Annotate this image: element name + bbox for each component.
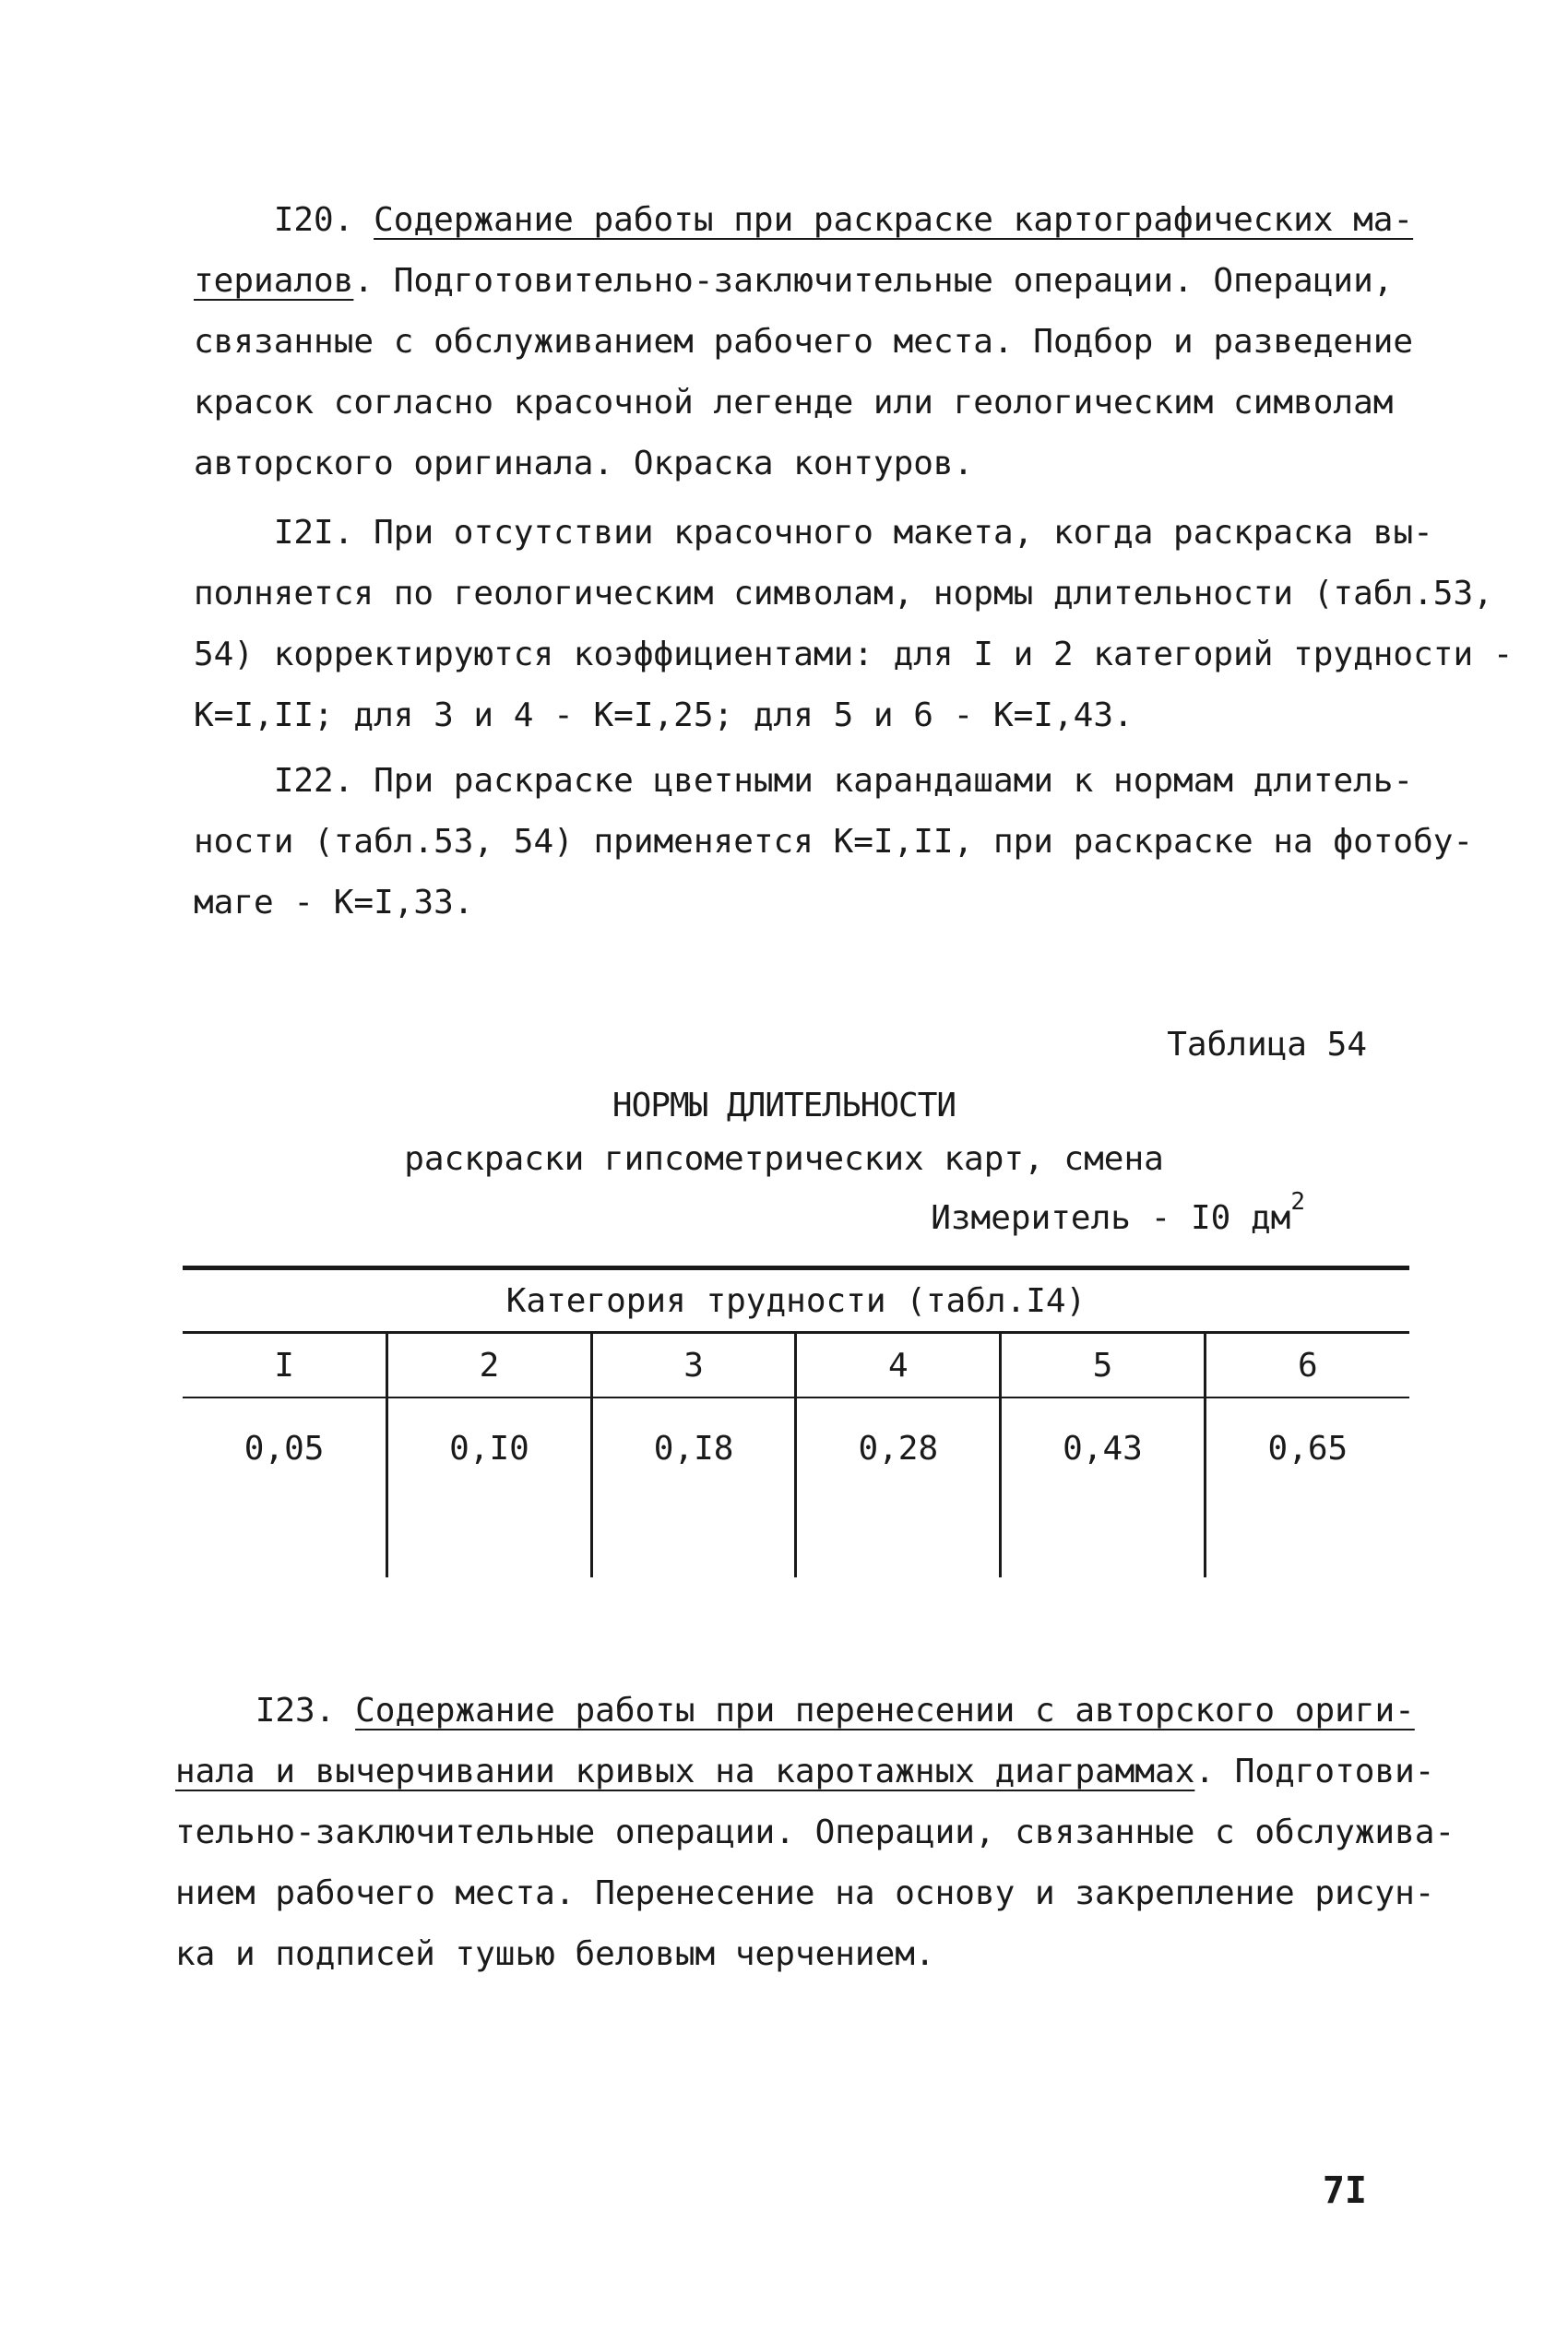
text-line: нием рабочего места. Перенесение на основу и закрепление рисун- <box>175 1874 1435 1912</box>
table-cell: 0,65 <box>1205 1397 1409 1577</box>
paragraph-number: I20. <box>273 201 354 239</box>
text-line: тельно-заключительные операции. Операции, связанные с обслужива- <box>175 1814 1455 1851</box>
paragraph-number: I23. <box>255 1692 336 1730</box>
column-header: 3 <box>591 1333 796 1398</box>
unit-superscript: 2 <box>1290 1188 1305 1216</box>
underlined-heading: Содержание работы при перенесении с авторского ориги- <box>355 1692 1415 1730</box>
paragraph-121 <box>194 503 1514 746</box>
table-cell: 0,28 <box>796 1397 1001 1577</box>
table-subtitle: раскраски гипсометрических карт, смена <box>404 1140 1164 1178</box>
paragraph-122 <box>194 751 1474 934</box>
text-line: авторского оригинала. Окраска контуров. <box>194 445 974 482</box>
table-cell: 0,43 <box>1001 1397 1206 1577</box>
line-text: При отсутствии красочного макета, когда раскраска вы- <box>374 514 1433 552</box>
text-line: К=I,II; для 3 и 4 - К=I,25; для 5 и 6 - К=I,43. <box>194 696 1134 734</box>
table-title: НОРМЫ ДЛИТЕЛЬНОСТИ <box>612 1087 956 1124</box>
table-column-row <box>183 1333 1409 1398</box>
text-line: 54) корректируются коэффициентами: для I и 2 категорий трудности - <box>194 636 1514 673</box>
text-line: ности (табл.53, 54) применяется К=I,II, при раскраске на фотобу- <box>194 823 1474 861</box>
paragraph-number: I2I. <box>273 514 354 552</box>
text-line: маге - К=I,33. <box>194 884 474 922</box>
text-line <box>175 1742 1435 1802</box>
underlined-heading: Содержание работы при раскраске картографических ма- <box>374 201 1414 239</box>
text-line <box>194 503 1433 564</box>
table-header: Категория трудности (табл.I4) <box>183 1268 1409 1333</box>
column-header: 5 <box>1001 1333 1206 1398</box>
table-cell: 0,05 <box>244 1430 325 1468</box>
text-line: ка и подписей тушью беловым черчением. <box>175 1935 935 1973</box>
table-cell: 0,I0 <box>387 1397 592 1577</box>
text-line: связанные с обслуживанием рабочего места. Подбор и разведение <box>194 323 1414 361</box>
line-text: . Подготовительно-заключительные операции. Операции, <box>353 262 1394 300</box>
column-header: I <box>183 1333 387 1398</box>
text-line: красок согласно красочной легенде или геологическим символам <box>194 384 1394 422</box>
table-label: Таблица 54 <box>1167 1026 1367 1064</box>
line-text: При раскраске цветными карандашами к нормам длитель- <box>374 762 1414 800</box>
text-line <box>175 1681 1415 1742</box>
page-number: 7I <box>1322 2170 1367 2212</box>
line-text: . Подготови- <box>1194 1753 1435 1790</box>
underlined-heading: териалов <box>194 262 354 300</box>
table-header-row <box>183 1268 1409 1333</box>
table-cell: 0,I8 <box>591 1397 796 1577</box>
paragraph-120 <box>194 190 1414 494</box>
underlined-heading: нала и вычерчивании кривых на каротажных диаграммах <box>175 1753 1195 1790</box>
table-unit <box>931 1188 1305 1237</box>
table-row <box>183 1397 1409 1577</box>
text-line <box>194 190 1414 251</box>
text-line <box>194 251 1411 312</box>
column-header: 4 <box>796 1333 1001 1398</box>
norms-table <box>183 1266 1409 1577</box>
text-line <box>194 751 1414 812</box>
column-header: 6 <box>1205 1333 1409 1398</box>
paragraph-number: I22. <box>273 762 354 800</box>
column-header: 2 <box>387 1333 592 1398</box>
unit-text: Измеритель - I0 дм <box>931 1199 1291 1237</box>
text-line: полняется по геологическим символам, нормы длительности (табл.53, <box>194 575 1493 612</box>
paragraph-123 <box>175 1681 1455 1985</box>
